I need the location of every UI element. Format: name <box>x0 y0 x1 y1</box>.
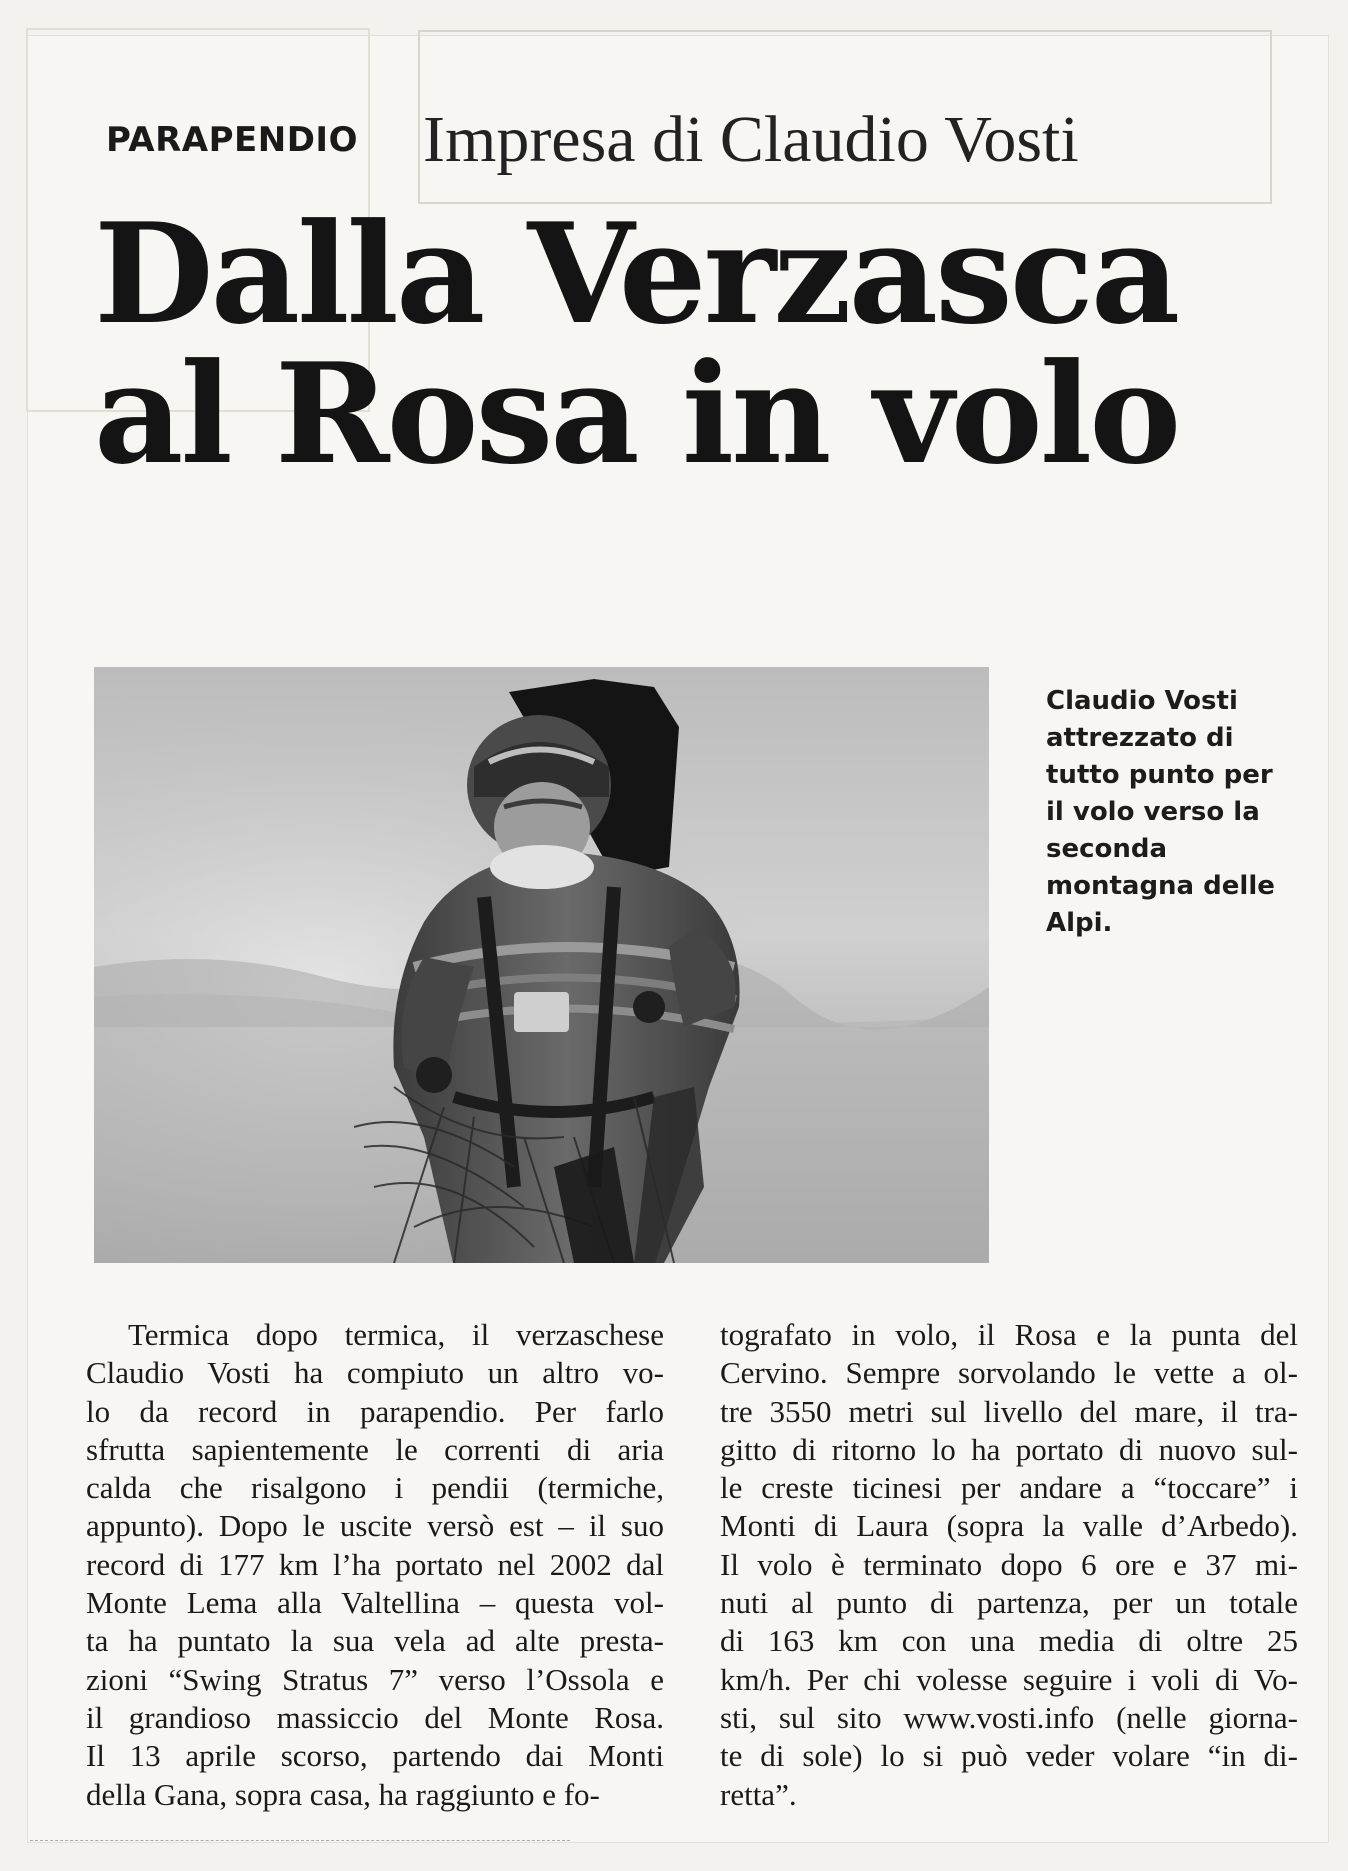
body-text-line: Il volo è terminato dopo 6 ore e 37 mi- <box>720 1546 1298 1582</box>
body-text-line: le creste ticinesi per andare a “toccare” i <box>720 1470 1298 1506</box>
body-text-line: km/h. Per chi volesse seguire i voli di Vo- <box>720 1661 1298 1697</box>
paraglider-photo <box>94 667 989 1263</box>
body-text-line: sti, sul sito www.vosti.info (nelle giorna- <box>720 1699 1298 1735</box>
body-text-line: lo da record in parapendio. Per farlo <box>86 1393 664 1429</box>
body-text-line: appunto). Dopo le uscite versò est – il suo <box>86 1508 664 1544</box>
section-kicker: PARAPENDIO <box>106 120 358 160</box>
article-subhead: Impresa di Claudio Vosti <box>423 103 1079 176</box>
photo-caption: Claudio Vosti attrezzato di tutto punto per il volo verso la seconda montagna delle Alpi. <box>1046 686 1275 938</box>
page-edge-rule <box>30 1840 570 1841</box>
body-text-line: ta ha puntato la sua vela ad alte presta- <box>86 1623 664 1659</box>
body-text-line: Monti di Laura (sopra la valle d’Arbedo). <box>720 1508 1298 1544</box>
body-text-line: Claudio Vosti ha compiuto un altro vo- <box>86 1355 664 1391</box>
body-text-line: sfrutta sapientemente le correnti di aria <box>86 1431 664 1467</box>
body-text-line: record di 177 km l’ha portato nel 2002 dal <box>86 1546 664 1582</box>
article-body-right <box>720 1316 1298 1814</box>
body-text-line: nuti al punto di partenza, per un totale <box>720 1585 1298 1621</box>
headline-line: Dalla Verzasca <box>94 192 1178 355</box>
body-text-line: di 163 km con una media di oltre 25 <box>720 1623 1298 1659</box>
body-text-line: Cervino. Sempre sorvolando le vette a ol- <box>720 1355 1298 1391</box>
body-text-line: Il 13 aprile scorso, partendo dai Monti <box>86 1738 664 1774</box>
body-text-line: Monte Lema alla Valtellina – questa vol- <box>86 1585 664 1621</box>
body-text-line: zioni “Swing Stratus 7” verso l’Ossola e <box>86 1661 664 1697</box>
body-text-line: della Gana, sopra casa, ha raggiunto e fo- <box>86 1776 600 1812</box>
bleed-through-text <box>548 536 575 646</box>
body-text-line: te di sole) lo si può veder volare “in di- <box>720 1738 1298 1774</box>
headline-line: al Rosa in volo <box>94 332 1179 495</box>
body-text-line: calda che risalgono i pendii (termiche, <box>86 1470 664 1506</box>
body-text-line: Termica dopo termica, il verzaschese <box>128 1317 664 1352</box>
body-text-line: il grandioso massiccio del Monte Rosa. <box>86 1699 664 1735</box>
newspaper-clipping <box>28 36 1328 1842</box>
paraglider-illustration <box>94 667 989 1263</box>
body-text-line: tografato in volo, il Rosa e la punta del <box>720 1317 1298 1352</box>
article-headline <box>94 192 1179 495</box>
body-text-line: tre 3550 metri sul livello del mare, il tra- <box>720 1393 1298 1429</box>
article-body-left <box>86 1316 664 1814</box>
body-text-line: gitto di ritorno lo ha portato di nuovo sul- <box>720 1431 1298 1467</box>
body-text-line: retta”. <box>720 1776 797 1812</box>
